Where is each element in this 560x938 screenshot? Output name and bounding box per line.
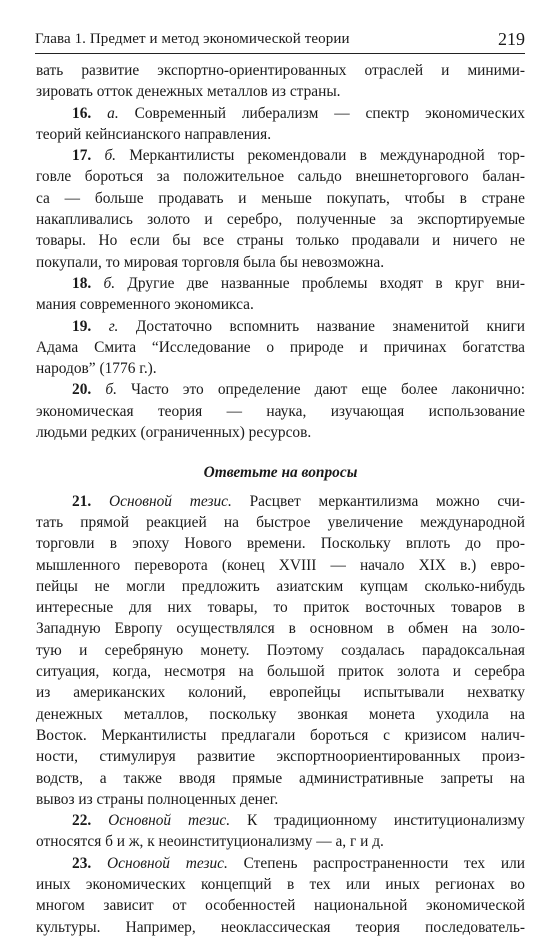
paragraph-18 bbox=[36, 273, 525, 316]
text-line: Достаточно вспомнить название знаменитой книги bbox=[118, 317, 525, 335]
item-number: 23. bbox=[72, 854, 92, 872]
text-line: говле бороться за положительное сальдо внешнеторгового балан- bbox=[36, 168, 525, 186]
thesis-label: Основной тезис. bbox=[108, 812, 231, 830]
text-line: тую и серебряную монету. Поэтому создалась парадоксальная bbox=[36, 641, 525, 659]
running-header bbox=[35, 29, 525, 54]
item-number: 21. bbox=[72, 492, 92, 510]
answer-letter: г. bbox=[108, 317, 119, 335]
text-line: са — больше продавать и меньше покупать, чтобы в стране bbox=[36, 189, 525, 207]
page-content bbox=[36, 60, 525, 938]
text-line: К традиционному институционализму bbox=[230, 812, 525, 830]
text-line: зировать отток денежных металлов из страны. bbox=[36, 83, 341, 101]
text-line: людьми редких (ограниченных) ресурсов. bbox=[36, 424, 312, 442]
text-line: интересные для них товары, то приток восточных товаров в bbox=[36, 599, 525, 617]
item-number: 16. bbox=[72, 104, 92, 122]
answer-21 bbox=[36, 491, 525, 810]
item-number: 19. bbox=[72, 317, 92, 335]
text-line: народов” (1776 г.). bbox=[36, 360, 157, 378]
text-line: Часто это определение дают еще более лаконично: bbox=[116, 381, 525, 399]
text-line: Меркантилисты рекомендовали в международной тор- bbox=[116, 147, 525, 165]
item-number: 22. bbox=[72, 812, 92, 830]
paragraph-20 bbox=[36, 379, 525, 443]
text-line: тать прямой реакцией на быстрое увеличение международной bbox=[36, 513, 525, 531]
thesis-label: Основной тезис. bbox=[107, 854, 228, 872]
paragraph-17 bbox=[36, 145, 525, 273]
paragraph-continuation bbox=[36, 60, 525, 103]
text-line: торговли в эпоху Нового времени. Поскольку вплоть до про- bbox=[36, 535, 525, 553]
text-line: вывоз из страны полноценных денег. bbox=[36, 790, 279, 808]
answer-letter: б. bbox=[103, 274, 116, 292]
answer-23 bbox=[36, 853, 525, 938]
section-heading: Ответьте на вопросы bbox=[203, 464, 358, 482]
text-line: вать развитие экспортно-ориентированных отраслей и миними- bbox=[36, 62, 525, 79]
thesis-label: Основной тезис. bbox=[109, 492, 232, 510]
chapter-title: Глава 1. Предмет и метод экономической теории bbox=[35, 31, 350, 47]
answer-22 bbox=[36, 810, 525, 853]
text-line: пейцы не могли предложить азиатским купцам сколько-нибудь bbox=[36, 577, 525, 595]
text-line: мышленного переворота (конец XVIII — начало XIX в.) евро- bbox=[36, 556, 525, 574]
text-line: накапливались золото и серебро, полученные за экспортируемые bbox=[36, 211, 525, 229]
paragraph-19 bbox=[36, 316, 525, 380]
answer-letter: б. bbox=[104, 147, 117, 165]
text-line: ситуация, когда, несмотря на большой приток золота и серебра bbox=[36, 663, 525, 681]
text-line: Адама Смита “Исследование о природе и причинах богатства bbox=[36, 338, 525, 356]
text-line: водств, а также вводя прямые административные запреты на bbox=[36, 769, 525, 787]
text-line: Западную Европу осуществлялся в основном в обмен на золо- bbox=[36, 620, 525, 638]
paragraph-16 bbox=[36, 103, 525, 146]
text-line: экономическая теория — наука, изучающая использование bbox=[36, 402, 525, 420]
item-number: 20. bbox=[72, 381, 92, 399]
text-line: теорий кейнсианского направления. bbox=[36, 125, 272, 143]
text-line: иных экономических концепций в тех или иных регионах во bbox=[36, 875, 525, 893]
item-number: 17. bbox=[72, 147, 92, 165]
text-line: покупали, то мировая торговля была бы невозможна. bbox=[36, 253, 385, 271]
text-line: товары. Но если бы все страны только продавали и ничего не bbox=[36, 232, 525, 250]
text-line: относятся б и ж, к неоинституционализму — а, г и д. bbox=[36, 833, 384, 851]
page-number: 219 bbox=[498, 29, 525, 49]
text-line: культуры. Например, неоклассическая теория последователь- bbox=[36, 918, 525, 936]
text-line: из американских колоний, европейцы испытывали нехватку bbox=[36, 684, 525, 702]
text-line: многом зависит от особенностей национальной экономической bbox=[36, 897, 525, 915]
item-number: 18. bbox=[72, 274, 92, 292]
text-line: ности, стимулируя развитие экспортноориентированных произ- bbox=[36, 748, 525, 766]
text-line: Расцвет меркантилизма можно счи- bbox=[231, 492, 526, 510]
answer-letter: а. bbox=[107, 104, 119, 122]
text-line: Современный либерализм — спектр экономических bbox=[118, 104, 525, 122]
answer-letter: б. bbox=[105, 381, 117, 399]
text-line: Восток. Меркантилисты предлагали бороться с кризисом налич- bbox=[36, 726, 525, 744]
text-line: мания современного экономикса. bbox=[36, 296, 254, 314]
text-line: Степень распространенности тех или bbox=[227, 854, 525, 872]
text-line: Другие две названные проблемы входят в круг вни- bbox=[115, 274, 525, 292]
text-line: денежных металлов, поскольку звонкая монета уходила на bbox=[36, 705, 525, 723]
